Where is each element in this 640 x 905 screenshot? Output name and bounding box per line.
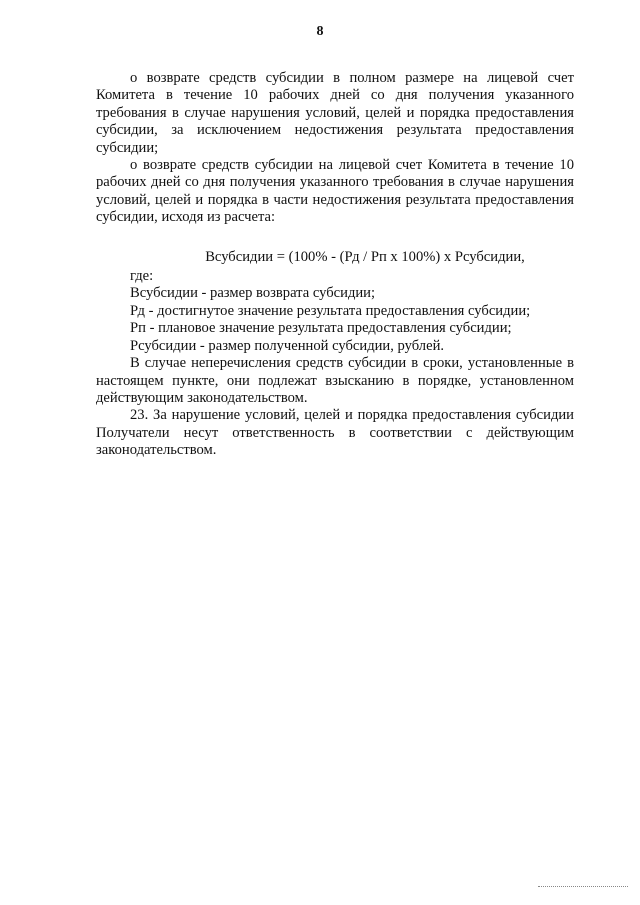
refund-formula: Всубсидии = (100% - (Рд / Рп х 100%) х Рсубсидии,: [205, 248, 525, 265]
document-body: [96, 70, 574, 460]
paragraph-recovery: В случае неперечисления средств субсидии в сроки, установленные в настоящем пункте, они подлежат взысканию в порядке, установленном действующим законодательством.: [96, 355, 574, 406]
definition-item: Рд - достигнутое значение результата предоставления субсидии;: [130, 302, 531, 319]
definition-item: Рп - плановое значение результата предоставления субсидии;: [130, 320, 512, 337]
footer-mark: [538, 886, 628, 890]
paragraph-partial-refund: о возврате средств субсидии на лицевой счет Комитета в течение 10 рабочих дней со дня получения указанного требования в случае нарушения условий, целей и порядка в части недостижения результата предоставления субсидии, исходя из расчета:: [96, 157, 574, 226]
paragraph-full-refund: о возврате средств субсидии в полном размере на лицевой счет Комитета в течение 10 рабочих дней со дня получения указанного требования в случае нарушения условий, целей и порядка предоставления субсидии, за исключением недостижения результата предоставления субсидии;: [96, 70, 574, 156]
definition-item: Всубсидии - размер возврата субсидии;: [130, 285, 376, 302]
definition-item: Рсубсидии - размер полученной субсидии, рублей.: [130, 337, 445, 354]
paragraph-liability: 23. За нарушение условий, целей и порядка предоставления субсидии Получатели несут ответственность в соответствии с действующим законодательством.: [96, 407, 574, 459]
page-number: 8: [316, 24, 324, 39]
where-label: где:: [130, 268, 154, 285]
